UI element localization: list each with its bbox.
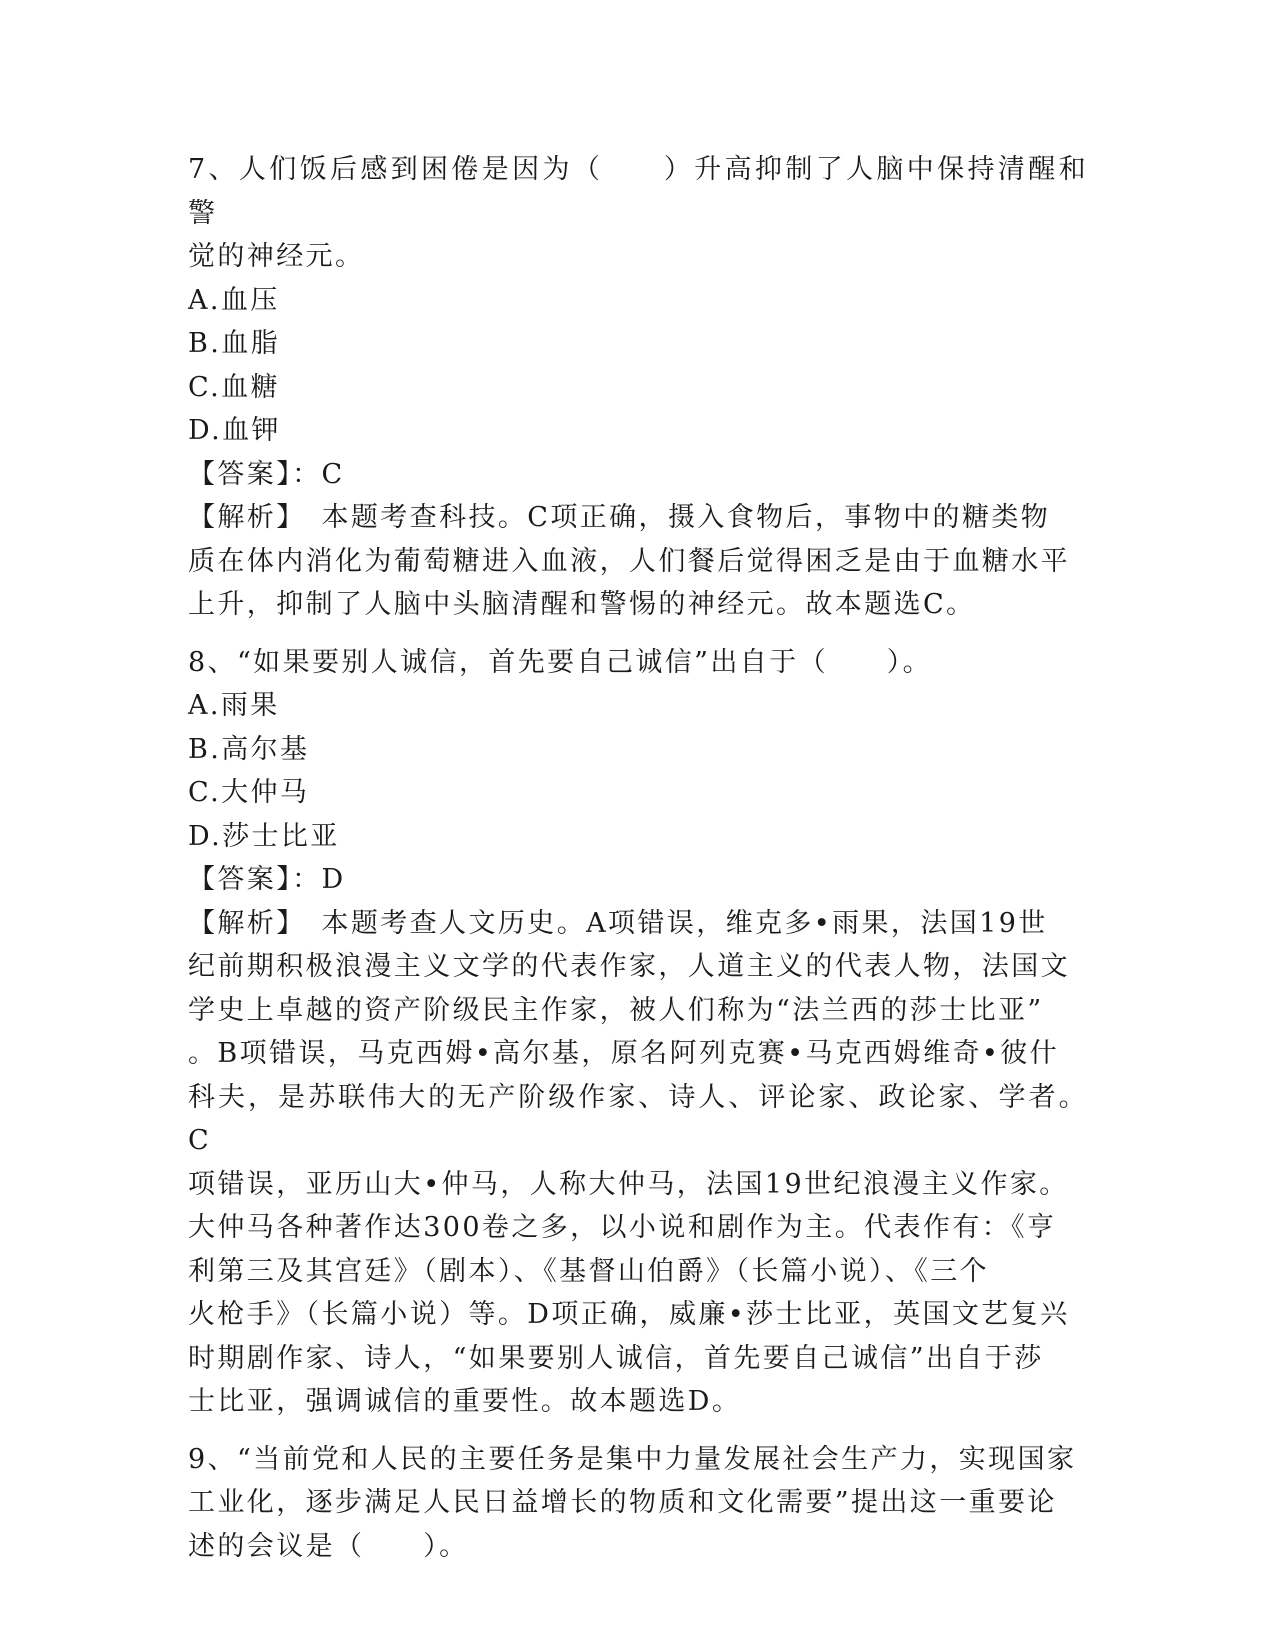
option-b: B.高尔基 <box>188 733 310 765</box>
analysis-line: 火枪手》（长篇小说）等。D项正确，威廉•莎士比亚，英国文艺复兴 <box>188 1299 1070 1330</box>
analysis-line: 大仲马各种著作达300卷之多，以小说和剧作为主。代表作有：《亨 <box>188 1212 1057 1243</box>
analysis-line: 时期剧作家、诗人，“如果要别人诚信，首先要自己诚信”出自于莎 <box>188 1342 1044 1374</box>
option-b: B.血脂 <box>188 328 281 359</box>
option-c: C.血糖 <box>188 371 280 403</box>
analysis-line: 项错误，亚历山大•仲马，人称大仲马，法国19世纪浪漫主义作家。 <box>188 1168 1069 1200</box>
option-a: A.血压 <box>188 284 280 316</box>
analysis-block <box>188 496 1088 627</box>
question-7 <box>188 148 1088 627</box>
option-c: C.大仲马 <box>188 777 310 808</box>
stem-line: 工业化，逐步满足人民日益增长的物质和文化需要”提出这一重要论 <box>188 1487 1057 1518</box>
question-stem <box>188 1438 1088 1569</box>
analysis-line: 纪前期积极浪漫主义文学的代表作家，人道主义的代表人物，法国文 <box>188 951 1070 982</box>
analysis-line: 士比亚，强调诚信的重要性。故本题选D。 <box>188 1386 742 1417</box>
options-list <box>188 684 1088 858</box>
stem-line: 9、“当前党和人民的主要任务是集中力量发展社会生产力，实现国家 <box>188 1443 1077 1475</box>
analysis-line: 利第三及其宫廷》（剧本）、《基督山伯爵》（长篇小说）、《三个 <box>188 1255 989 1287</box>
stem-line: 述的会议是（ ）。 <box>188 1530 469 1562</box>
analysis-line: 【解析】 本题考查人文历史。A项错误，维克多•雨果，法国19世 <box>188 907 1048 939</box>
analysis-line: 。B项错误，马克西姆•高尔基，原名阿列克赛•马克西姆维奇•彼什 <box>188 1038 1060 1069</box>
question-8 <box>188 641 1088 1424</box>
exam-page <box>188 148 1088 1568</box>
analysis-line: 质在体内消化为葡萄糖进入血液，人们餐后觉得困乏是由于血糖水平 <box>188 545 1070 577</box>
option-d: D.血钾 <box>188 415 281 446</box>
answer-label: 【答案】： <box>188 458 322 490</box>
question-stem <box>188 641 1088 685</box>
stem-line: 觉的神经元。 <box>188 241 365 272</box>
analysis-line: 科夫，是苏联伟大的无产阶级作家、诗人、评论家、政论家、学者。C <box>188 1081 1088 1156</box>
question-9 <box>188 1438 1088 1569</box>
stem-line: 8、“如果要别人诚信，首先要自己诚信”出自于（ ）。 <box>188 646 933 678</box>
question-stem <box>188 148 1088 279</box>
stem-line: 7、人们饭后感到困倦是因为（ ）升高抑制了人脑中保持清醒和警 <box>188 154 1088 229</box>
answer-row <box>188 453 1088 497</box>
analysis-line: 上升，抑制了人脑中头脑清醒和警惕的神经元。故本题选C。 <box>188 589 976 620</box>
answer-label: 【答案】： <box>188 864 322 895</box>
analysis-line: 【解析】 本题考查科技。C项正确，摄入食物后，事物中的糖类物 <box>188 502 1051 533</box>
option-a: A.雨果 <box>188 690 280 721</box>
analysis-line: 学史上卓越的资产阶级民主作家，被人们称为“法兰西的莎士比亚” <box>188 994 1044 1026</box>
option-d: D.莎士比亚 <box>188 820 340 852</box>
options-list <box>188 279 1088 453</box>
answer-value: C <box>321 458 345 490</box>
answer-value: D <box>321 864 346 895</box>
analysis-block <box>188 902 1088 1424</box>
answer-row <box>188 858 1088 902</box>
